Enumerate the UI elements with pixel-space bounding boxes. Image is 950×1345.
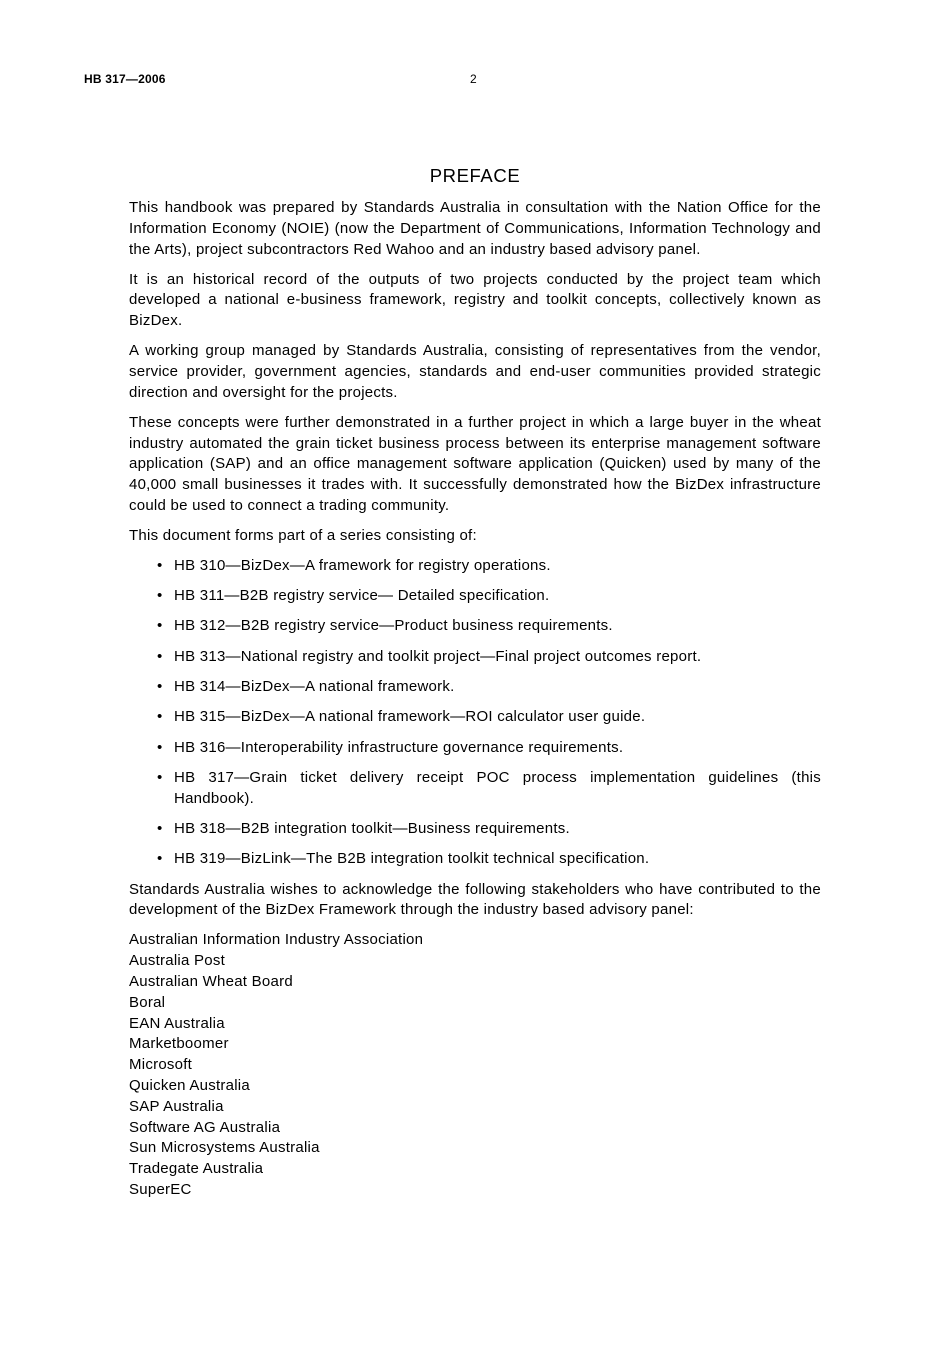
series-item-text: HB 317—Grain ticket delivery receipt POC process implementation guidelines (this Handbook).	[174, 768, 821, 807]
stakeholder-item: Marketboomer	[129, 1035, 229, 1053]
series-list	[129, 556, 821, 870]
bullet-icon: •	[157, 556, 163, 574]
series-item	[157, 616, 821, 637]
series-item	[157, 586, 821, 607]
bullet-icon: •	[157, 738, 163, 756]
bullet-icon: •	[157, 617, 163, 635]
series-item-text: HB 316—Interoperability infrastructure governance requirements.	[174, 738, 624, 756]
bullet-icon: •	[157, 850, 163, 868]
series-item	[157, 849, 821, 870]
series-item-text: HB 312—B2B registry service—Product business requirements.	[174, 617, 613, 635]
stakeholder-item: Australian Wheat Board	[129, 973, 293, 991]
paragraph-preparation: This handbook was prepared by Standards Australia in consultation with the Nation Office for the Information Economy (NOIE) (now the Department of Communications, Information Technology and the Arts), project subcontractors Red Wahoo and an industry based advisory panel.	[129, 199, 821, 258]
paragraph-historical-record: It is an historical record of the outputs of two projects conducted by the project team which developed a national e-business framework, registry and toolkit concepts, collectively known as BizDex.	[129, 270, 821, 330]
stakeholder-item: Software AG Australia	[129, 1118, 281, 1136]
stakeholder-item: Australian Information Industry Association	[129, 931, 424, 949]
bullet-icon: •	[157, 708, 163, 726]
series-item-text: HB 318—B2B integration toolkit—Business requirements.	[174, 820, 570, 838]
bullet-icon: •	[157, 820, 163, 838]
bullet-icon: •	[157, 678, 163, 696]
paragraph-series-intro: This document forms part of a series consisting of:	[129, 526, 477, 544]
series-item	[157, 738, 821, 759]
paragraph-working-group: A working group managed by Standards Australia, consisting of representatives from the vendor, service provider, government agencies, standards and end-user communities provided strategic direction and oversight for the projects.	[129, 342, 821, 401]
series-item	[157, 707, 821, 728]
page-title: PREFACE	[429, 165, 521, 186]
stakeholder-item: Boral	[129, 993, 166, 1011]
bullet-icon: •	[157, 647, 163, 665]
stakeholder-item: Quicken Australia	[129, 1077, 250, 1095]
stakeholder-item: Tradegate Australia	[129, 1160, 264, 1178]
bullet-icon: •	[157, 587, 163, 605]
stakeholder-item: Sun Microsystems Australia	[129, 1139, 320, 1157]
document-body	[129, 198, 821, 1201]
bullet-icon: •	[157, 768, 163, 786]
series-item	[157, 768, 821, 810]
stakeholder-item: SAP Australia	[129, 1097, 224, 1115]
series-item-text: HB 311—B2B registry service— Detailed specification.	[174, 587, 550, 605]
stakeholder-item: Microsoft	[129, 1056, 193, 1074]
page-number: 2	[470, 72, 477, 86]
stakeholder-list	[129, 930, 821, 1200]
series-item-text: HB 319—BizLink—The B2B integration toolkit technical specification.	[174, 850, 650, 868]
paragraph-acknowledgement: Standards Australia wishes to acknowledge the following stakeholders who have contributed to the development of the BizDex Framework through the industry based advisory panel:	[129, 880, 821, 919]
series-item	[157, 677, 821, 698]
series-item-text: HB 310—BizDex—A framework for registry operations.	[174, 556, 551, 574]
stakeholder-item: Australia Post	[129, 952, 226, 970]
series-item	[157, 556, 821, 577]
document-code: HB 317—2006	[84, 72, 166, 86]
series-item-text: HB 315—BizDex—A national framework—ROI calculator user guide.	[174, 708, 646, 726]
series-item-text: HB 313—National registry and toolkit project—Final project outcomes report.	[174, 647, 702, 665]
stakeholder-item: SuperEC	[129, 1181, 192, 1198]
series-item	[157, 819, 821, 840]
paragraph-demonstration: These concepts were further demonstrated in a further project in which a large buyer in the wheat industry automated the grain ticket business process between its enterprise management software application (SAP) and an office management software application (Quicken) used by many of the 40,000 small businesses it trades with. It successfully demonstrated how the BizDex infrastructure could be used to connect a trading community.	[129, 413, 821, 514]
stakeholder-item: EAN Australia	[129, 1014, 225, 1032]
series-item	[157, 647, 821, 668]
series-item-text: HB 314—BizDex—A national framework.	[174, 678, 455, 696]
